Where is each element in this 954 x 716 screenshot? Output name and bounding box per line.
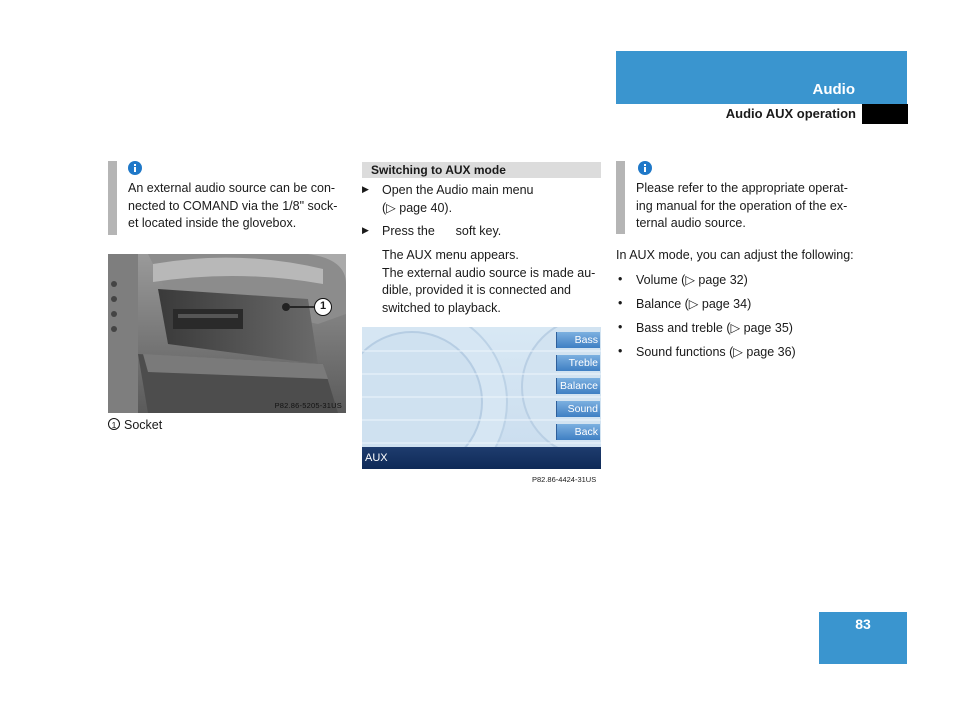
page-number: 83 bbox=[819, 612, 907, 664]
legend-label: Socket bbox=[124, 418, 163, 432]
bullet-icon: • bbox=[618, 272, 623, 286]
step-line: Open the Audio main menu bbox=[382, 183, 534, 197]
info-line: et located inside the glovebox. bbox=[128, 216, 297, 230]
section-tab bbox=[616, 51, 907, 104]
info-line: An external audio source can be con- bbox=[128, 181, 336, 195]
softkey-treble[interactable]: Treble bbox=[556, 355, 600, 371]
result-line: switched to playback. bbox=[382, 300, 501, 315]
bullet-icon: • bbox=[618, 344, 623, 358]
result-line: The AUX menu appears. bbox=[382, 248, 519, 262]
subsection-title: Audio AUX operation bbox=[725, 106, 856, 121]
glovebox-illustration bbox=[108, 254, 346, 413]
step-result bbox=[382, 247, 595, 317]
info-icon bbox=[128, 161, 142, 175]
photo-legend bbox=[108, 418, 162, 432]
list-item-text: Balance (▷ page 34) bbox=[636, 297, 752, 311]
softkey-sound[interactable]: Sound bbox=[556, 401, 600, 417]
bullet-icon: • bbox=[618, 320, 623, 334]
info-line: ternal audio source. bbox=[636, 216, 746, 230]
info-line: nected to COMAND via the 1/8" sock- bbox=[128, 198, 338, 213]
info-icon bbox=[638, 161, 652, 175]
bullet-icon: • bbox=[618, 296, 623, 310]
status-bar: AUX bbox=[362, 447, 601, 469]
info-note-left bbox=[128, 180, 337, 233]
info-note-right bbox=[636, 180, 848, 233]
info-side-bar bbox=[108, 161, 117, 235]
header-marker bbox=[862, 104, 908, 124]
softkey-balance[interactable]: Balance bbox=[556, 378, 600, 394]
list-item-text: Sound functions (▷ page 36) bbox=[636, 345, 796, 359]
step-line: Press the soft key. bbox=[382, 224, 502, 238]
list-item-text: Volume (▷ page 32) bbox=[636, 273, 748, 287]
result-line: dible, provided it is connected and bbox=[382, 283, 572, 297]
result-line: The external audio source is made au- bbox=[382, 265, 596, 280]
section-heading: Switching to AUX mode bbox=[362, 162, 601, 178]
photo-code: P82.86-5205-31US bbox=[274, 401, 342, 410]
aux-intro: In AUX mode, you can adjust the following: bbox=[616, 248, 854, 262]
step-line: (▷ page 40). bbox=[382, 200, 453, 215]
glovebox-photo bbox=[108, 254, 346, 413]
softkey-back[interactable]: Back bbox=[556, 424, 600, 440]
info-side-bar bbox=[616, 161, 625, 234]
callout-1: 1 bbox=[314, 298, 332, 316]
legend-number: 1 bbox=[108, 418, 120, 430]
screen-code: P82.86-4424-31US bbox=[532, 475, 597, 484]
arrow-right-icon: ▶ bbox=[362, 225, 369, 235]
list-item-text: Bass and treble (▷ page 35) bbox=[636, 321, 793, 335]
arrow-right-icon: ▶ bbox=[362, 184, 369, 194]
softkey-bass[interactable]: Bass bbox=[556, 332, 600, 348]
section-title: Audio bbox=[812, 81, 855, 98]
info-line: ing manual for the operation of the ex- bbox=[636, 198, 848, 213]
aux-menu-screen bbox=[362, 327, 601, 469]
info-line: Please refer to the appropriate operat- bbox=[636, 181, 848, 195]
